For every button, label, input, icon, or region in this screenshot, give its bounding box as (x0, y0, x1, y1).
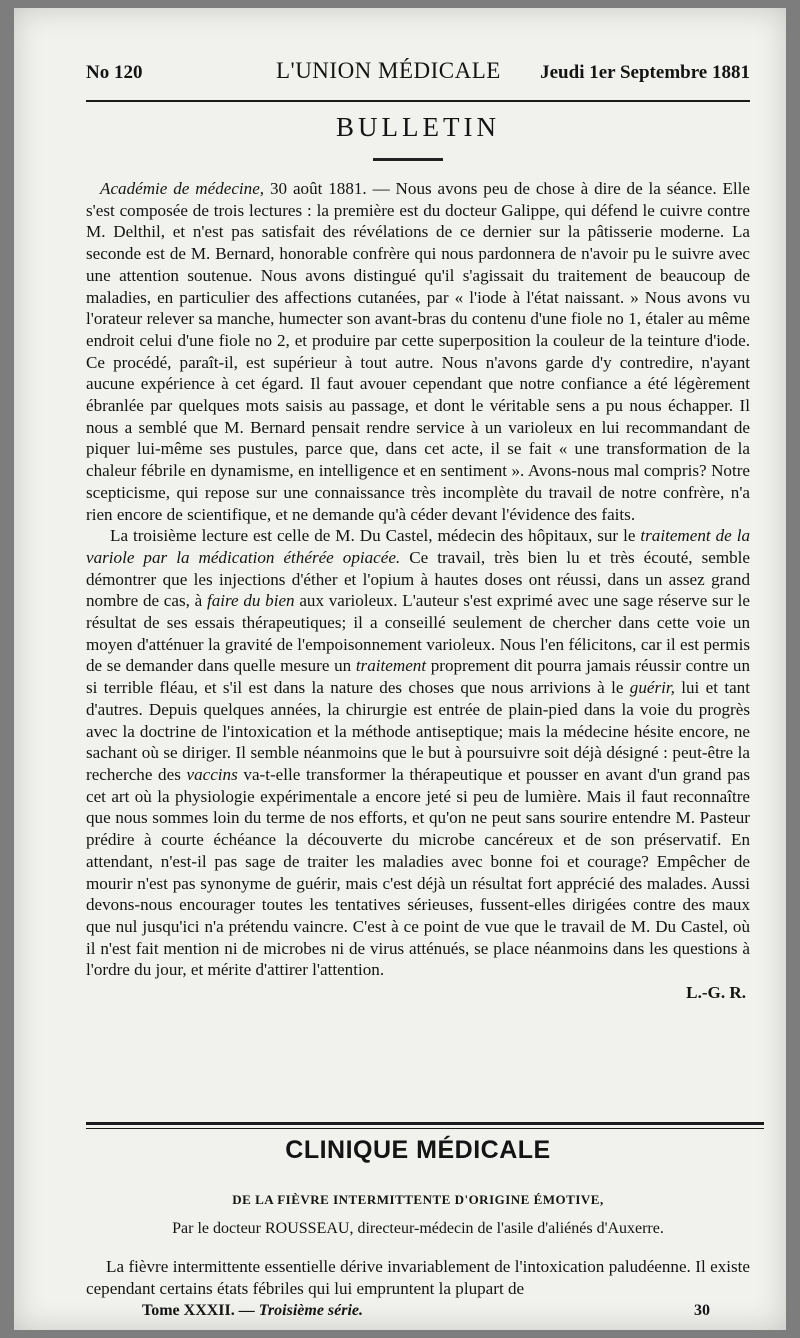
section-rule-thin (86, 1128, 764, 1129)
clinique-paragraph: La fièvre intermittente essentielle dérive invariablement de l'intoxication paludéenne. Il existe cependant certains états fébriles qui lui empruntent la plupart de (86, 1257, 750, 1298)
footer-tome: Tome XXXII. (142, 1302, 235, 1319)
page-footer (86, 1302, 750, 1324)
journal-title: L'UNION MÉDICALE (276, 58, 501, 83)
italic-text: traitement de la variole par la médication éthérée opiacée. (86, 526, 750, 567)
clinique-body (86, 1256, 750, 1299)
text-run: lui et tant d'autres. Depuis quelques années, la chirurgie est entrée de plain-pied dans la voie du progrès avec la doctrine de l'intoxication et la méthode antiseptique; mais la médecine hésite encore, ne sachant où se diriger. Il semble néanmoins que le but à poursuivre soit déjà désigné : peut-être la recherche des (86, 678, 750, 784)
italic-text: faire du bien (206, 591, 295, 611)
footer-serie: — Troisième série. (238, 1302, 364, 1319)
bulletin-title: BULLETIN (336, 112, 500, 142)
bulletin-paragraph-2 (86, 525, 750, 981)
header-rule (86, 100, 750, 102)
italic-text: traitement (355, 656, 427, 676)
article-subtitle: DE LA FIÈVRE INTERMITTENTE D'ORIGINE ÉMOTIVE, (232, 1192, 604, 1207)
page-header (86, 56, 750, 96)
clinique-title: CLINIQUE MÉDICALE (285, 1136, 551, 1164)
section-rule-thick (86, 1122, 764, 1125)
italic-text: guérir, (629, 678, 675, 698)
issue-date: Jeudi 1er Septembre 1881 (540, 62, 750, 83)
text-run: va-t-elle transformer la thérapeutique et pousser en avant d'un grand pas cet art où la physiologie expérimentale a encore jeté si peu de lumière. Mais il faut reconnaître que nous sommes loin du terme de nos efforts, et qu'on ne peut sans sourire entendre M. Pasteur prédire à courte échéance la découverte du microbe cancéreux et de son préservatif. En attendant, n'est-il pas sage de traiter les maladies avec bonne foi et courage? Empêcher de mourir n'est pas synonyme de guérir, mais c'est déjà un résultat fort apprécié des malades. Aussi devons-nous encourager toutes les tentatives sérieuses, fussent-elles dirigées contre des maux que nul jusqu'ici n'a prétendu vaincre. C'est à ce point de vue que le travail de M. Du Castel, où il n'est fait mention ni de microbes ni de virus atténués, se place néanmoins dans les questions à l'ordre du jour, et mérite d'attirer l'attention. (86, 764, 751, 980)
title-divider (373, 158, 443, 161)
text-run: Ce travail, très bien lu et très écouté, semble démontrer que les injections d'éther et l'opium à hautes doses ont réussi, dans un assez grand nombre de cas, à (86, 547, 750, 611)
text-run: 30 août 1881. — Nous avons peu de chose à dire de la séance. Elle s'est composée de trois lectures : la première est du docteur Galippe, qui défend le cuivre contre M. Delthil, et n'est pas satisfait des révélations de ce dernier sur la pâtisserie moderne. La seconde est de M. Bernard, honorable confrère qui nous pardonnera de n'avoir pu le suivre avec une attention soutenue. Nous avons distingué qu'il s'agissait du traitement de beaucoup de maladies, en particulier des affections cutanées, par « l'iode à l'état naissant. » Nous avons vu l'orateur relever sa manche, humecter son avant-bras du contenu d'une fiole no 1, étaler au même endroit celui d'une fiole no 2, et produire par cette superposition la couleur de la teinture d'iode. Ce procédé, paraît-il, est supérieur à tout autre. Nous n'avons garde d'y contredire, n'ayant aucune expérience à cet égard. Il faut avouer cependant que notre confiance a été légèrement ébranlée par quelques mots saisis au passage, et dont le véritable sens a pu nous échapper. Il nous a semblé que M. Bernard pensait rendre service à un varioleux en lui recommandant de piquer lui-même ses pustules, parce que, dans cet acte, il se fait « une transformation de la chaleur fébrile en dynamisme, en intelligence et en sentiment ». Avons-nous mal compris? Notre scepticisme, qui repose sur une connaissance très incomplète du travail de notre confrère, n'a rien encore de scientifique, et ne demande qu'à céder devant l'évidence des faits. (86, 179, 750, 524)
article-author: Par le docteur ROUSSEAU, directeur-médecin de l'asile d'aliénés d'Auxerre. (172, 1220, 664, 1237)
page-sheet (14, 8, 786, 1330)
issue-number: No 120 (86, 62, 143, 83)
text-run: La troisième lecture est celle de M. Du Castel, médecin des hôpitaux, sur le (110, 526, 641, 546)
bulletin-paragraph-1 (86, 178, 750, 525)
page-number: 30 (694, 1302, 710, 1319)
text-run: proprement dit pourra jamais réussir contre un si terrible fléau, et s'il est dans la nature des choses que nous arrivions à le (86, 656, 751, 698)
italic-text: Académie de médecine, (100, 179, 265, 198)
italic-text: vaccins (186, 764, 238, 784)
footer-volume (142, 1302, 363, 1320)
signature: L.-G. R. (686, 983, 746, 1003)
bulletin-body (86, 178, 750, 1004)
text-run: aux varioleux. L'auteur s'est exprimé avec une sage réserve sur le résultat de ses essais thérapeutiques; il a conseillé seulement de chercher dans cette voie un moyen d'atténuer la gravité de l'empoisonnement varioleux. Nous l'en félicitons, car il est permis de se demander dans quelle mesure un (86, 591, 750, 676)
